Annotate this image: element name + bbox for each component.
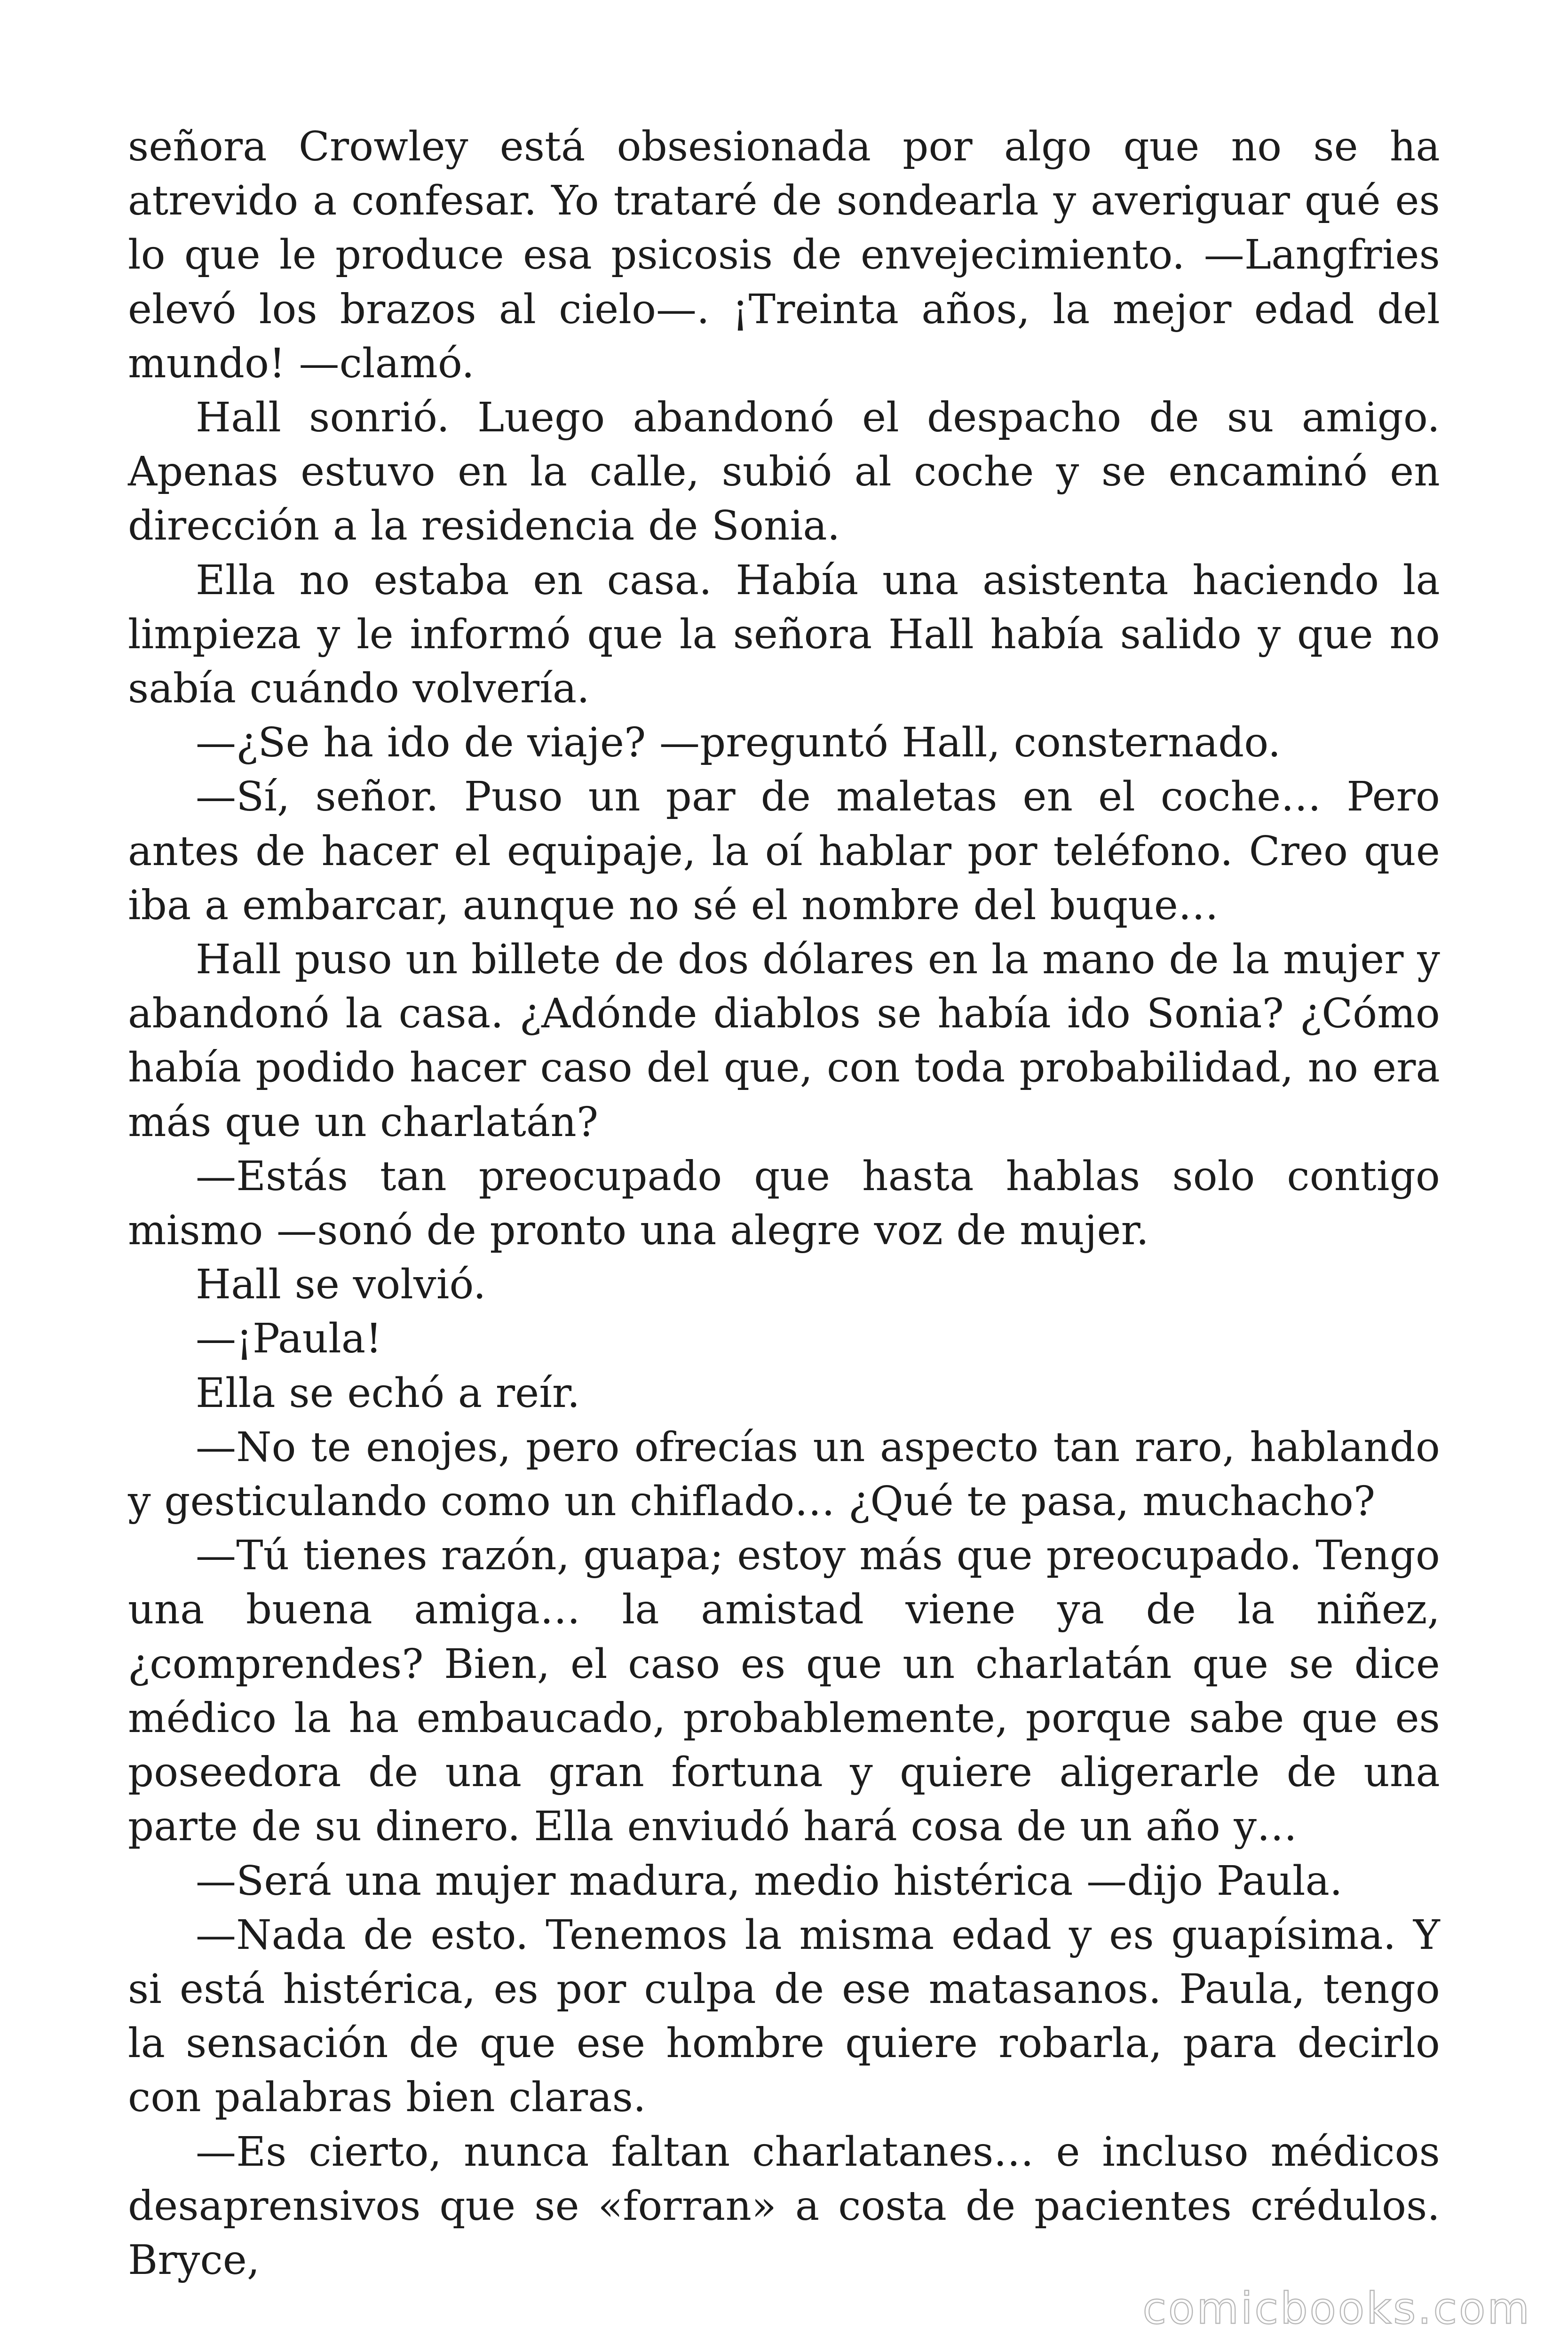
- paragraph: —Sí, señor. Puso un par de maletas en el coche… Pero antes de hacer el equipaje, la oí hablar por teléfono. Creo que iba a embarcar, aunque no sé el nombre del buque…: [128, 773, 1440, 929]
- paragraph: —No te enojes, pero ofrecías un aspecto tan raro, hablando y gesticulando como un chiflado… ¿Qué te pasa, muchacho?: [128, 1423, 1440, 1526]
- paragraph: Hall se volvió.: [196, 1261, 486, 1309]
- watermark: comicbooks.com: [1142, 2283, 1531, 2334]
- paragraph: Ella no estaba en casa. Había una asistenta haciendo la limpieza y le informó que la señora Hall había salido y que no sabía cuándo volvería.: [128, 556, 1440, 713]
- paragraph: —¡Paula!: [196, 1315, 382, 1363]
- paragraph: Ella se echó a reír.: [196, 1369, 580, 1417]
- paragraph: señora Crowley está obsesionada por algo que no se ha atrevido a confesar. Yo trataré de sondearla y averiguar qué es lo que le produce esa psicosis de envejecimiento. —Langfries elevó los brazos al cielo—. ¡Treinta años, la mejor edad del mundo! —clamó.: [128, 123, 1440, 387]
- page-text: [128, 120, 1440, 2288]
- paragraph: —Es cierto, nunca faltan charlatanes… e incluso médicos desaprensivos que se «forran» a costa de pacientes crédulos. Bryce,: [128, 2128, 1440, 2284]
- paragraph: —Será una mujer madura, medio histérica —dijo Paula.: [196, 1857, 1343, 1905]
- paragraph: —Estás tan preocupado que hasta hablas solo contigo mismo —sonó de pronto una alegre voz de mujer.: [128, 1152, 1440, 1255]
- paragraph: —Nada de esto. Tenemos la misma edad y es guapísima. Y si está histérica, es por culpa de ese matasanos. Paula, tengo la sensación de que ese hombre quiere robarla, para decirlo con palabras bien claras.: [128, 1911, 1440, 2122]
- paragraph: —Tú tienes razón, guapa; estoy más que preocupado. Tengo una buena amiga… la amistad viene ya de la niñez, ¿comprendes? Bien, el caso es que un charlatán que se dice médico la ha embaucado, probablemente, porque sabe que es poseedora de una gran fortuna y quiere aligerarle de una parte de su dinero. Ella enviudó hará cosa de un año y…: [128, 1532, 1440, 1851]
- paragraph: Hall puso un billete de dos dólares en la mano de la mujer y abandonó la casa. ¿Adónde diablos se había ido Sonia? ¿Cómo había podido hacer caso del que, con toda probabilidad, no era más que un charlatán?: [128, 936, 1440, 1146]
- paragraph: —¿Se ha ido de viaje? —preguntó Hall, consternado.: [196, 719, 1281, 767]
- paragraph: Hall sonrió. Luego abandonó el despacho de su amigo. Apenas estuvo en la calle, subió al coche y se encaminó en dirección a la residencia de Sonia.: [128, 394, 1440, 550]
